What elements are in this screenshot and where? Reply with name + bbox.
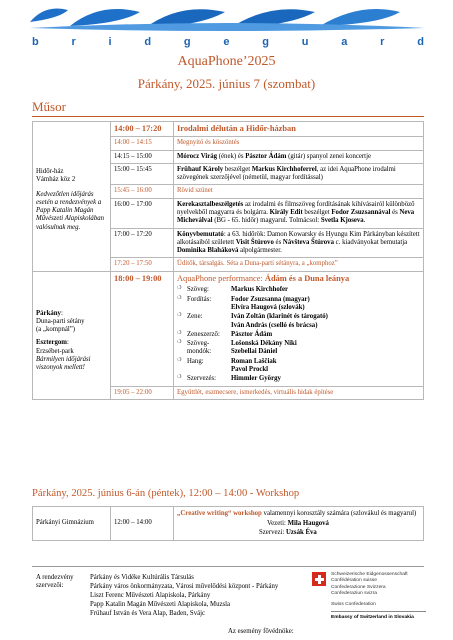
organizer-item: Párkány és Vidéke Kultúrális Társulás xyxy=(90,574,194,581)
credit-person: Roman Laščiak xyxy=(231,357,277,365)
credit-role: Hang: xyxy=(187,357,204,365)
venue-alt-label: Esztergom xyxy=(36,339,67,347)
table-row xyxy=(33,122,424,137)
credit-person: Lošonská Dékány Niki xyxy=(231,340,297,348)
credit-row xyxy=(177,340,420,358)
credit-names xyxy=(231,358,420,375)
organizer-item: Papp Katalin Magán Művészeti Alapiskola, Muzsla xyxy=(90,600,231,608)
credit-role: Zene: xyxy=(187,313,203,321)
venue-weather-note: Kedvezőtlen időjárás esetén a rendezvények a Papp Katalin Magán Művészeti Alapiskolában valósulnak meg. xyxy=(36,190,105,231)
row-text: Mórocz Virág (ének) és Pásztor Ádám (gitár) spanyol zenei koncertje xyxy=(174,150,424,163)
sponsor-label: Az esemény fővédnöke: xyxy=(228,628,294,635)
row-time: 16:00 – 17:00 xyxy=(111,198,174,228)
credit-role: Szervezés: xyxy=(187,375,217,383)
bullet-icon: ❍ xyxy=(177,375,182,381)
row-text: Együttlét, eszmecsere, ismerkedés, virtuális hidak építése xyxy=(174,386,424,399)
row-text: Frühauf Károly beszélget Markus Kirchhoferrel, az idei AquaPhone irodalmi szövegének szerzőjével (németül, magyar fordítással) xyxy=(174,163,424,185)
credit-row xyxy=(177,295,420,313)
workshop-venue: Párkányi Gimnázium xyxy=(33,507,111,541)
credit-row xyxy=(177,357,420,375)
credit-role: Szöveg-mondók: xyxy=(187,340,212,356)
row-time: 15:45 – 16:00 xyxy=(111,185,174,198)
block-time: 18:00 – 19:00 xyxy=(111,271,174,386)
venue-cell-hidor-haz xyxy=(33,122,111,272)
credit-names xyxy=(231,340,420,357)
footer-divider xyxy=(32,566,424,567)
logo-letter: d xyxy=(144,36,152,48)
row-text: Könyvbemutató: a 63. hidőrök: Damon Kowarsky és Hyungu Kim Párkányban készített alkotásaiból született Visit Štúrovo és Návšteva Štúrova c. kiadványokat bemutatja Dominika Blaháková alpolgármester. xyxy=(174,228,424,258)
bridgeguard-logo xyxy=(0,0,453,52)
credit-row xyxy=(177,330,420,339)
section-divider xyxy=(32,116,424,117)
credit-names xyxy=(231,313,420,330)
venue-name: Párkány xyxy=(36,309,61,317)
workshop-heading: Párkány, 2025. június 6-án (péntek), 12:00 – 14:00 - Workshop xyxy=(32,488,300,499)
performance-cell: AquaPhone performance: Ádám és a Duna leánya ❍ Szöveg: Markus Kirchhofer ❍ Fordítás: Fodor Zsuzsanna (magyar) Elvíra Haugová (szlovák) ❍ Zene: Iván Zoltán (klarinét és tárogató) Iván András (cselló és brácsa) ❍ Zeneszerző: Pásztor Ádám ❍ Szöveg-mondók: Lošonská Dékány Niki Szebellai Dániel ❍ Hang: Roman Laščiak Pavol Prockl ❍ Szervezés: Himmler György xyxy=(174,271,424,386)
row-time: 17:00 – 17:20 xyxy=(111,228,174,258)
venue-address-note: (a „kompnál”) xyxy=(36,326,76,334)
venue-weather-note: Bármilyen időjárási viszonyok mellett! xyxy=(36,356,91,372)
row-time: 17:20 – 17:50 xyxy=(111,258,174,271)
credit-person: Elvíra Haugová (szlovák) xyxy=(231,303,305,311)
page-subtitle: Párkány, 2025. június 7 (szombat) xyxy=(137,76,316,91)
credit-person: Himmler György xyxy=(231,375,281,383)
logo-letter: r xyxy=(71,36,76,48)
logo-letter: a xyxy=(341,36,348,48)
block-title: Irodalmi délután a Hidőr-házban xyxy=(174,122,424,137)
bullet-icon: ❍ xyxy=(177,286,182,292)
credit-person: Szebellai Dániel xyxy=(231,348,278,356)
table-row xyxy=(33,271,424,386)
credit-names xyxy=(231,375,420,383)
organizers-list xyxy=(90,574,278,619)
row-text: Rövid szünet xyxy=(174,185,424,198)
credit-names xyxy=(231,296,420,313)
row-time: 14:15 – 15:00 xyxy=(111,150,174,163)
credit-role: Fordítás: xyxy=(187,295,212,303)
logo-letters xyxy=(32,36,424,48)
credit-person: Iván Zoltán (klarinét és tárogató) xyxy=(231,313,328,321)
logo-letter: i xyxy=(108,36,112,48)
swiss-logo-text: Schweizerische Eidgenossenschaft Confédération suisse Confederazione Svizzera Confederaziun svizra Swiss Confederation Embassy of Switzerland in Slovakia xyxy=(331,572,441,621)
workshop-table xyxy=(32,506,424,541)
credit-person: Pavol Prockl xyxy=(231,365,269,373)
bullet-icon: ❍ xyxy=(177,295,182,301)
credit-row xyxy=(177,286,420,295)
row-time: 19:05 – 22:00 xyxy=(111,386,174,399)
swiss-flag-icon xyxy=(312,572,326,586)
workshop-description: „Creative writing“ workshop valamennyi korosztály számára (szlovákul és magyarul) Vezeti: Mila Haugová Szervezi: Uzsák Éva xyxy=(174,507,424,541)
organizer-item: Párkány város önkormányzata, Városi művelődési központ - Párkány xyxy=(90,582,279,590)
wave-logo-graphic xyxy=(30,4,425,34)
venue-address: Vámház köz 2 xyxy=(36,176,76,184)
credit-person: Iván András (cselló és brácsa) xyxy=(231,321,318,329)
bullet-icon: ❍ xyxy=(177,330,182,336)
row-time: 15:00 – 15:45 xyxy=(111,163,174,185)
row-time: 14:00 – 14:15 xyxy=(111,137,174,150)
credit-person: Markus Kirchhofer xyxy=(231,286,289,294)
credit-names xyxy=(231,331,420,339)
row-text: Üdítők, társalgás. Séta a Duna-parti sétányra, a „komphoz” xyxy=(174,258,424,271)
venue-alt-place: Erzsébet-park xyxy=(36,347,74,355)
credit-row xyxy=(177,313,420,331)
logo-letter: g xyxy=(262,36,269,48)
table-row xyxy=(33,507,424,541)
swiss-embassy-logo xyxy=(312,572,432,638)
logo-letter: b xyxy=(32,36,39,48)
venue-address: Duna-parti sétány xyxy=(36,317,85,325)
credit-role: Zeneszerző: xyxy=(187,330,220,338)
bullet-icon: ❍ xyxy=(177,357,182,363)
credit-row xyxy=(177,375,420,384)
organizer-item: Frühauf István és Vera Alap, Baden, Svájc xyxy=(90,609,206,617)
logo-letter: e xyxy=(223,36,230,48)
row-text: Kerekasztalbeszélgetés az irodalmi és filmszöveg fordításának kihívásairól különböző nyelvekből magyarra és bolgárra. Király Edit beszélget Fodor Zsuzsannával és Neva Micheválval (BG - 65. hidőr) magyarul. Tolmácsol: Svetla Kjoseva. xyxy=(174,198,424,228)
organizers-label: A rendezvény szervezői: xyxy=(36,574,74,590)
bullet-icon: ❍ xyxy=(177,340,182,346)
credit-names xyxy=(231,286,420,294)
section-heading-musor: Műsor xyxy=(32,99,66,114)
row-text: Megnyitó és köszöntés xyxy=(174,137,424,150)
page-title: AquaPhone’2025 xyxy=(177,54,276,69)
credit-role: Szöveg: xyxy=(187,286,209,294)
performance-credits xyxy=(177,286,420,384)
workshop-time: 12:00 – 14:00 xyxy=(111,507,174,541)
credit-person: Pásztor Ádám xyxy=(231,330,273,338)
logo-letter: d xyxy=(417,36,424,48)
bullet-icon: ❍ xyxy=(177,313,182,319)
logo-letter: g xyxy=(183,36,191,48)
organizer-item: Liszt Ferenc Művészeti Alapiskola, Párkány xyxy=(90,591,211,599)
logo-letter: u xyxy=(301,36,309,48)
venue-name: Hidőr-ház xyxy=(36,168,64,175)
block-time: 14:00 – 17:20 xyxy=(111,122,174,137)
credit-person: Fodor Zsuzsanna (magyar) xyxy=(231,295,310,303)
program-table xyxy=(32,121,424,400)
logo-letter: r xyxy=(380,36,385,48)
venue-cell-duna-part: Párkány: Duna-parti sétány (a „kompnál”) Esztergom: Erzsébet-park Bármilyen időjárási viszonyok mellett! xyxy=(33,271,111,400)
